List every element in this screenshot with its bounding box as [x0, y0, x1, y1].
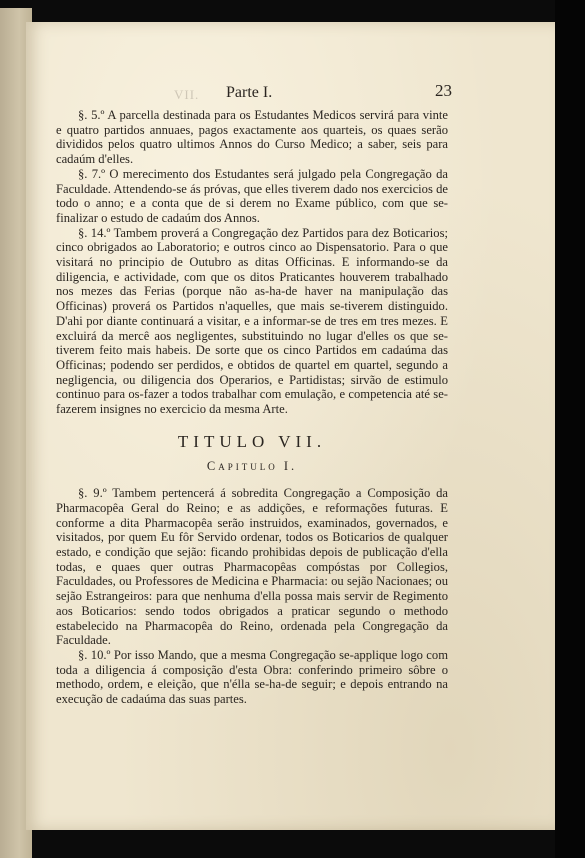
bleed-through-text: VII.	[174, 87, 200, 102]
section-title: TITULO VII.	[177, 431, 327, 451]
part-label: Parte I.	[226, 84, 273, 101]
paragraph-5: §. 5.º A parcella destinada para os Estudantes Medicos servirá para vinte e quatro partidos annuaes, pagos exactamente aos quarteis, os quaes serão divididos pelos quatro ultimos Annos do Curso Medico; a saber, seis para cadaúm d'elles.	[56, 108, 448, 167]
paragraph-14: §. 14.º Tambem proverá a Congregação dez Partidos para dez Boticarios; cinco obrigados ao Laboratorio; e outros cinco ao Dispensatorio. Para o que visitará no principio de Outubro as ditas Officinas. E informando-se da diligencia, e actividade, com que os ditos Praticantes houverem trabalhado nos mezes das Ferias (porque não as-ha-de haver na manipulação das Officinas) proverá os Partidos n'aquelles, que mais se-tiverem distinguido. D'ahi por diante continuará a visitar, e a informar-se de tres em tres mezes. E excluirá da mercê aos negligentes, substituindo no lugar d'elles os que se-tiverem feito mais habeis. De sorte que os cinco Partidos em cadaúma das Officinas; podendo ser perdidos, e obtidos de quartel em quartel, segundo a negligencia, ou diligencia dos Operarios, e Partidistas; sirvão de estimulo continuo para os-fazer a todos trabalhar com emulação, e competencia até se-fazerem insignes no exercicio da mesma Arte.	[56, 225, 448, 417]
scan-border	[555, 0, 585, 858]
chapter-heading: Capitulo I.	[206, 459, 298, 474]
paragraph-9: §. 9.º Tambem pertencerá á sobredita Congregação a Composição da Pharmacopêa Geral do Reino; e as addições, e reformações futuras. E conforme a dita Pharmacopêa serão instruidos, examinados, governados, e visitados, por quem Eu fôr Servido ordenar, todos os Boticarios de qualquer estado, e condição que sejão: ficando prohibidas depois de publicação d'ella todas, e quaes quer outras Pharmacopêas compóstas por Collegios, Faculdades, ou Professores de Medicina e Pharmacia: ou sejão Nacionaes; ou sejão Estrangeiros: para que nenhuma d'ella possa mais servir de Regimento aos Boticarios: sendo todos obrigados a praticar segundo o methodo estabelecido na Pharmacopêa do Reino, ordenada pela Congregação da Faculdade.	[56, 486, 448, 648]
text-column	[56, 80, 452, 707]
running-header	[56, 80, 452, 106]
page-number: 23	[435, 81, 452, 100]
paragraph-7: §. 7.º O merecimento dos Estudantes será julgado pela Congregação da Faculdade. Attendendo-se ás próvas, que elles tiverem dado nos exercicios de todo o anno; e a conta que de si derem no Exame público, com que se-finalizar o estudo de cadaúm dos Annos.	[56, 166, 448, 225]
paragraph-10: §. 10.º Por isso Mando, que a mesma Congregação se-applique logo com toda a diligencia á composição d'esta Obra: conferindo primeiro sôbre o methodo, ordem, e eleição, que n'élla se-ha-de seguir; e depois entrando na execução de cadaúma das suas partes.	[56, 647, 448, 707]
